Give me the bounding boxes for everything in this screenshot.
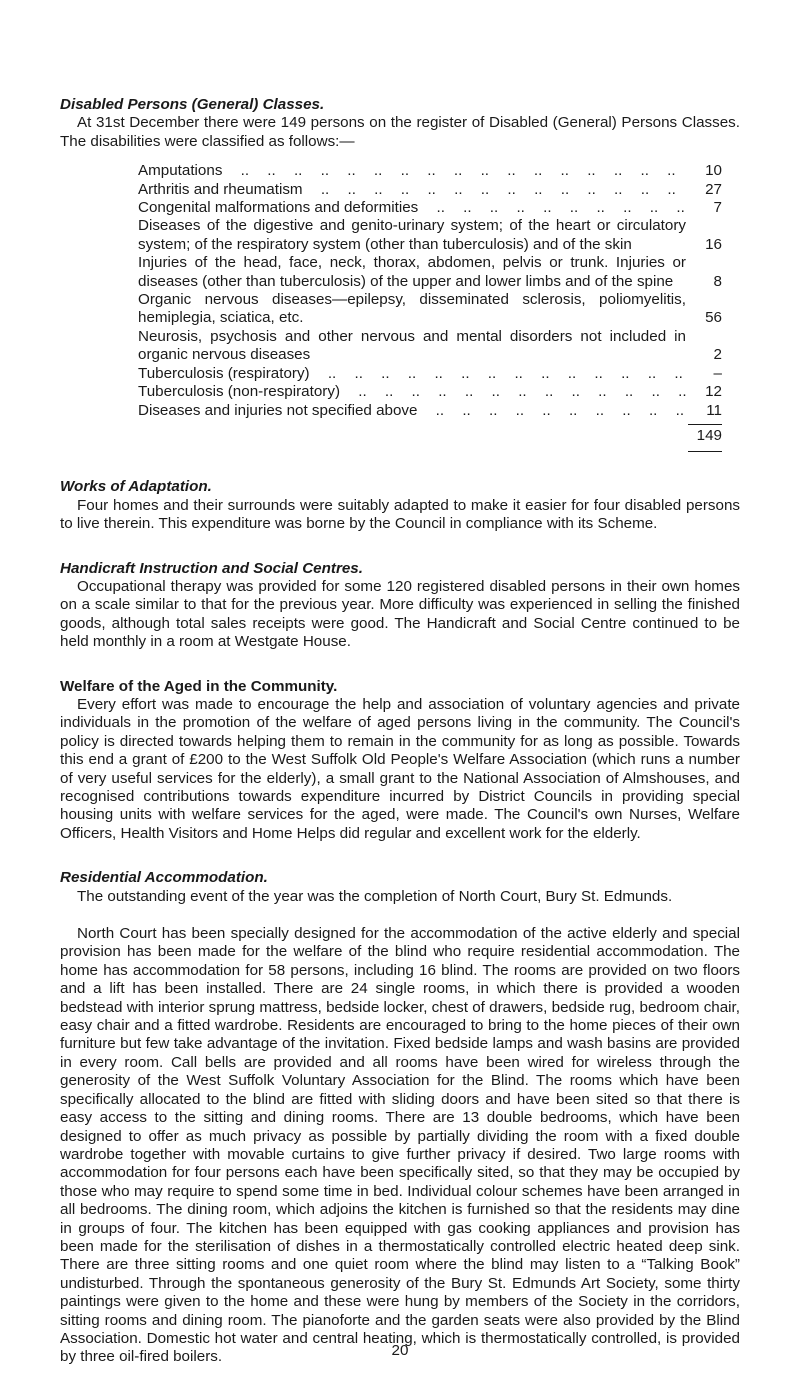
row-value: 56 <box>705 309 722 327</box>
disabled-heading: Disabled Persons (General) Classes. <box>60 96 325 113</box>
handicraft-heading: Handicraft Instruction and Social Centres. <box>60 559 363 577</box>
row-label: Tuberculosis (respiratory) .. .. <box>138 365 686 383</box>
welfare-section <box>60 678 740 844</box>
document-page <box>60 96 740 1367</box>
residential-heading: Residential Accommodation. <box>60 869 268 887</box>
total-underline <box>688 445 722 452</box>
welfare-text: Every effort was made to encourage the help and association of voluntary agencies and private individuals in the promotion of the welfare of aged persons living in the community. The Council's policy is directed towards helping them to remain in the community for as long as possible. Towards this end a grant of £200 to the West Suffolk Old People's Welfare Association (which runs a number of very useful services for the elderly), a small grant to the National Association of Almshouses, and recognised contributions towards expenditure incurred by District Councils in providing special housing units with welfare services for the aged, were made. The Council's own Nurses, Welfare Officers, Health Visitors and Home Helps did regular and excellent work for the elderly. <box>60 695 740 842</box>
residential-text-2: North Court has been specially designed for the accommodation of the active elderly and special provision has been made for the welfare of the blind who require residential accommodation. The home has accommodation for 58 persons, including 16 blind. The rooms are provided on two floors and a lift has been installed. There are 24 single rooms, in which there is provided a wooden bedstead with interior sprung mattress, bedside locker, chest of drawers, bedside rug, bedroom chair, easy chair and a fitted wardrobe. Residents are encouraged to bring to the home pieces of their own furniture but few take advantage of the invitation. Fixed bedside lamps and wash basins are provided in every room. Call bells are provided and all rooms have been wired for wireless through the generosity of the West Suffolk Voluntary Association for the Blind. The rooms which have been specifically allocated to the blind are fitted with sliding doors and have been sited so that there is easy access to the sitting and dining rooms. There are 13 double bedrooms, which have been designed to offer as much privacy as possible by partially dividing the room with a fixed double wardrobe together with movable curtains to give further privacy if desired. Two large rooms with accommodation for four persons each have been specifically sited, so that they may be occupied by those who may require to spend some time in bed. Individual colour schemes have been arranged in all bedrooms. The dining room, which adjoins the kitchen is furnished so that the residents may dine in groups of four. The kitchen has been equipped with gas cooking appliances and provision has been made for the sterilisation of dishes in a thermostatically controlled electric heated deep sink. There are three sitting rooms and one quiet room where the blind may listen to a “Talking Book” undisturbed. Through the spontaneous generosity of the Bury St. Edmunds Art Society, some thirty paintings were given to the home and these were hung by members of the Society in the corridors, sitting rooms and dining room. The pianoforte and the garden seats were also provided by the Blind Association. Domestic hot water and central heating, which is thermostatically controlled, is provided by three oil-fired boilers. <box>60 925 740 1366</box>
row-value: 11 <box>706 401 722 419</box>
residential-section <box>60 869 740 1367</box>
row-value: 12 <box>705 383 722 401</box>
table-row <box>138 199 722 217</box>
row-value: 7 <box>713 199 722 217</box>
table-row <box>138 181 722 199</box>
table-row <box>138 217 722 254</box>
handicraft-text: Occupational therapy was provided for some 120 registered disabled persons in their own homes on a scale similar to that for the previous year. More difficulty was experienced in selling the finished goods, although total sales receipts were good. The Handicraft and Social Centre continued to be held monthly in a room at Westgate House. <box>60 577 740 651</box>
row-value: 2 <box>713 346 722 364</box>
disabilities-table <box>138 162 722 452</box>
residential-text-1: The outstanding event of the year was the completion of North Court, Bury St. Edmunds. <box>77 887 673 905</box>
table-row <box>138 383 722 401</box>
row-label: Amputations .. .. <box>138 162 686 180</box>
row-label: Diseases and injuries not specified above .. .. <box>138 402 686 420</box>
row-value: 16 <box>705 235 722 253</box>
total-row <box>138 424 722 445</box>
table-row <box>138 162 722 180</box>
works-text: Four homes and their surrounds were suitably adapted to make it easier for four disabled persons to live therein. This expenditure was borne by the Council in compliance with its Scheme. <box>60 496 740 533</box>
table-row <box>138 254 722 291</box>
handicraft-section <box>60 560 740 652</box>
works-section <box>60 478 740 533</box>
row-value: 10 <box>705 162 722 180</box>
table-row <box>138 402 722 420</box>
row-label: Tuberculosis (non-respiratory) .. .. <box>138 383 686 401</box>
row-label: Arthritis and rheumatism .. .. <box>138 181 686 199</box>
welfare-heading: Welfare of the Aged in the Community. <box>60 677 338 695</box>
row-label: Congenital malformations and deformities .. .. <box>138 199 686 217</box>
disabled-intro: At 31st December there were 149 persons on the register of Disabled (General) Persons Classes. The disabilities were classified as follows:— <box>60 114 740 150</box>
table-row <box>138 365 722 383</box>
row-value: 27 <box>705 180 722 198</box>
total-value: 149 <box>688 424 722 445</box>
row-label: Diseases of the digestive and genito-urinary system; of the heart or circulatory system; of the respiratory system (other than tuberculosis) and of the skin <box>138 217 686 253</box>
page-number: 20 <box>391 1342 409 1359</box>
row-value: – <box>713 364 722 382</box>
table-row <box>138 328 722 365</box>
row-label: Organic nervous diseases—epilepsy, disseminated sclerosis, poliomyelitis, hemiplegia, sciatica, etc. <box>138 291 686 327</box>
row-value: 8 <box>713 272 722 290</box>
table-row <box>138 291 722 328</box>
row-label: Injuries of the head, face, neck, thorax, abdomen, pelvis or trunk. Injuries or diseases (other than tuberculosis) of the upper and lower limbs and of the spine <box>138 254 686 290</box>
row-label: Neurosis, psychosis and other nervous and mental disorders not included in organic nervous diseases <box>138 327 686 364</box>
works-heading: Works of Adaptation. <box>60 478 212 496</box>
